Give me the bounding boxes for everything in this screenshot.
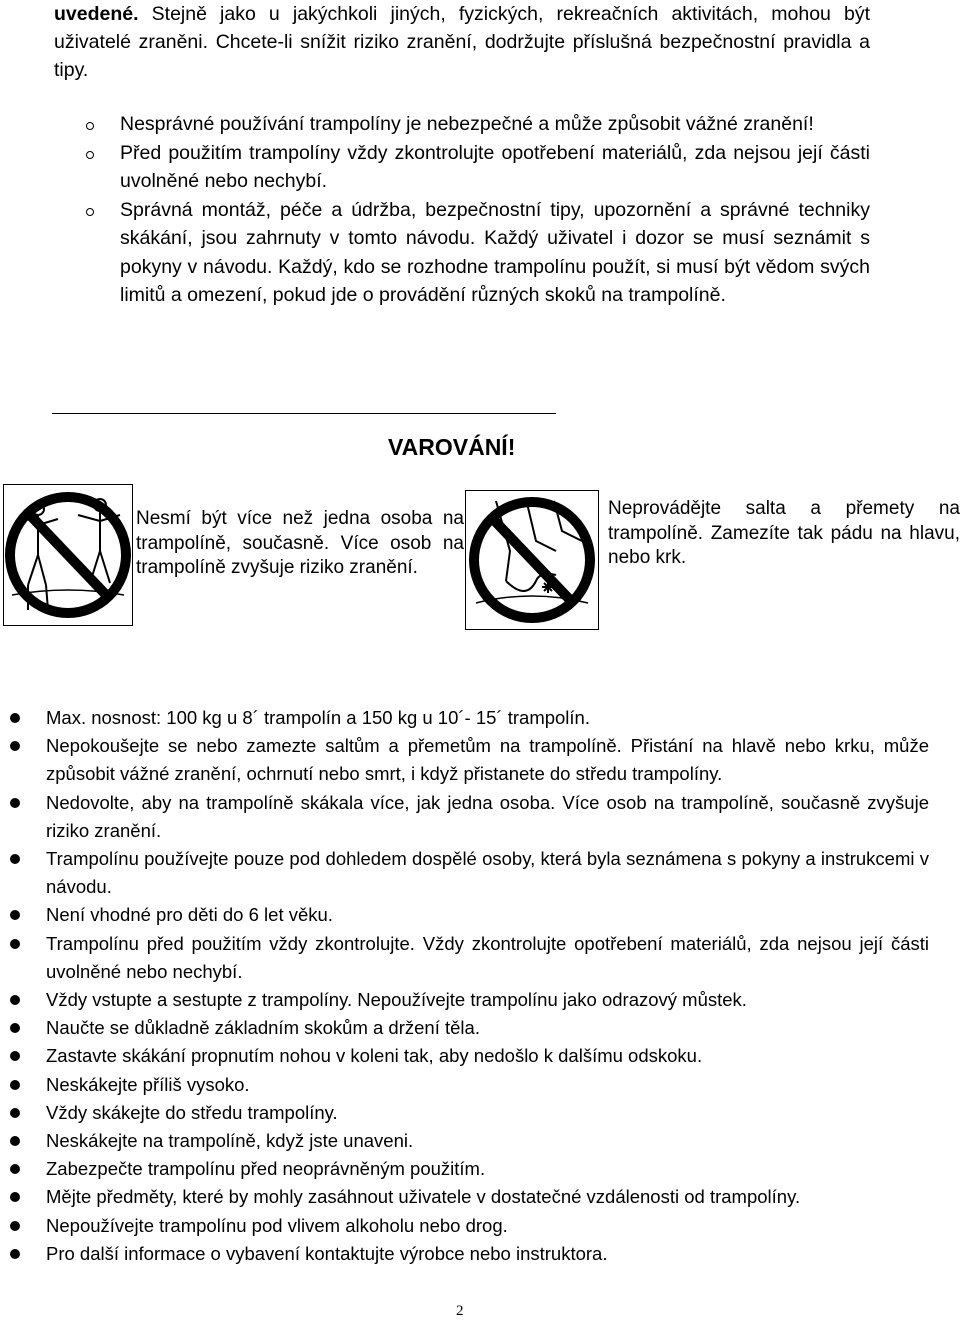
no-multiple-jumpers-icon [3, 484, 133, 626]
bullet-icon [86, 151, 94, 159]
bullet-icon [10, 939, 20, 949]
list-item: Před použitím trampolíny vždy zkontrolujte opotřebení materiálů, zda nejsou její části uvolněné nebo nechybí. [80, 139, 870, 196]
warning-text-multiple-jumpers: Nesmí být více než jedna osoba na trampolíně, současně. Více osob na trampolíně zvyšuje riziko zranění. [136, 508, 464, 578]
list-item: Max. nosnost: 100 kg u 8´ trampolín a 150 kg u 10´- 15´ trampolín. [0, 704, 960, 732]
bullet-icon [10, 1051, 20, 1061]
warning-text-somersault: Neprovádějte salta a přemety na trampolíně. Zamezíte tak pádu na hlavu, nebo krk. [608, 498, 960, 568]
bullet-icon [10, 713, 20, 723]
bullet-icon [10, 1164, 20, 1174]
list-item: Neskákejte na trampolíně, když jste unaveni. [0, 1127, 960, 1155]
list-item: Vždy skákejte do středu trampolíny. [0, 1099, 960, 1127]
no-somersault-icon [465, 490, 599, 630]
list-item: Nepokoušejte se nebo zamezte saltům a přemetům na trampolíně. Přistání na hlavě nebo krku, může způsobit vážné zranění, ochrnutí nebo smrt, i když přistanete do středu trampolíny. [0, 732, 960, 788]
bullet-icon [10, 910, 20, 920]
intro-bold-lead: uvedené. [54, 3, 139, 25]
bullet-icon [10, 1080, 20, 1090]
bullet-icon [10, 995, 20, 1005]
list-item: Mějte předměty, které by mohly zasáhnout uživatele v dostatečné vzdálenosti od trampolíny. [0, 1183, 960, 1211]
list-item: Není vhodné pro děti do 6 let věku. [0, 901, 960, 929]
intro-text: Stejně jako u jakýchkoli jiných, fyzických, rekreačních aktivitách, mohou být uživatelé zraněni. Chcete-li snížit riziko zranění, dodržujte příslušná bezpečnostní pravidla a tipy. [54, 3, 870, 81]
page-number: 2 [456, 1303, 464, 1319]
list-item: Nesprávné používání trampolíny je nebezpečné a může způsobit vážné zranění! [80, 110, 870, 139]
list-item: Správná montáž, péče a údržba, bezpečnostní tipy, upozornění a správné techniky skákání, jsou zahrnuty v tomto návodu. Každý uživatel i dozor se musí seznámit s pokyny v návodu. Každý, kdo se rozhodne trampolínu použít, si musí být vědom svých limitů a omezení, pokud jde o provádění různých skoků na trampolíně. [80, 196, 870, 310]
main-bullet-list [0, 704, 960, 1268]
list-item: Naučte se důkladně základním skokům a držení těla. [0, 1014, 960, 1042]
list-item: Nedovolte, aby na trampolíně skákala více, jak jedna osoba. Více osob na trampolíně, současně zvyšuje riziko zranění. [0, 789, 960, 845]
bullet-icon [86, 122, 94, 130]
list-item: Nepoužívejte trampolínu pod vlivem alkoholu nebo drog. [0, 1212, 960, 1240]
top-bullet-list [80, 110, 870, 310]
list-item: Neskákejte příliš vysoko. [0, 1071, 960, 1099]
bullet-icon [10, 1023, 20, 1033]
list-item: Vždy vstupte a sestupte z trampolíny. Nepoužívejte trampolínu jako odrazový můstek. [0, 986, 960, 1014]
intro-paragraph [54, 0, 870, 84]
bullet-icon [86, 208, 94, 216]
divider [52, 413, 556, 414]
list-item: Trampolínu před použitím vždy zkontrolujte. Vždy zkontrolujte opotřebení materiálů, zda nejsou její části uvolněné nebo nechybí. [0, 930, 960, 986]
warning-title: VAROVÁNÍ! [388, 434, 516, 460]
bullet-icon [10, 1136, 20, 1146]
list-item: Zabezpečte trampolínu před neoprávněným použitím. [0, 1155, 960, 1183]
bullet-icon [10, 798, 20, 808]
list-item: Trampolínu používejte pouze pod dohledem dospělé osoby, která byla seznámena s pokyny a instrukcemi v návodu. [0, 845, 960, 901]
bullet-icon [10, 1108, 20, 1118]
list-item: Zastavte skákání propnutím nohou v koleni tak, aby nedošlo k dalšímu odskoku. [0, 1042, 960, 1070]
bullet-icon [10, 854, 20, 864]
bullet-icon [10, 1221, 20, 1231]
list-item: Pro další informace o vybavení kontaktujte výrobce nebo instruktora. [0, 1240, 960, 1268]
bullet-icon [10, 1249, 20, 1259]
bullet-icon [10, 1192, 20, 1202]
bullet-icon [10, 741, 20, 751]
